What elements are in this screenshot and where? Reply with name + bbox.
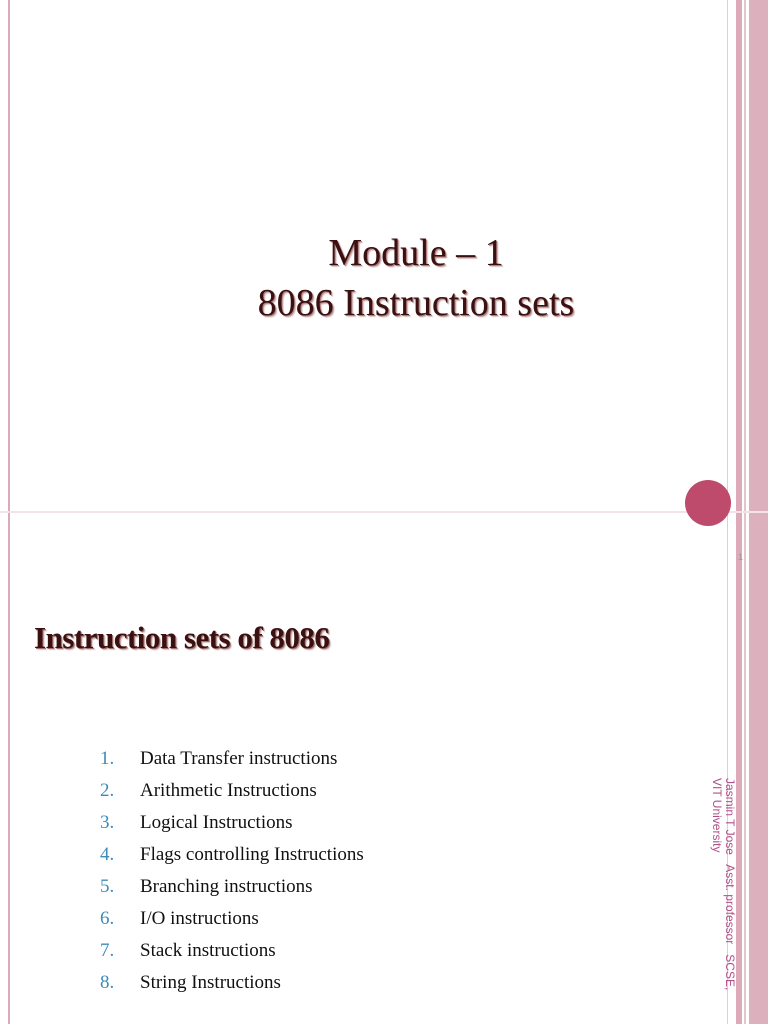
footer-line-1: Jasmin T Jose Asst. professor SCSE,	[723, 778, 737, 991]
list-label: Arithmetic Instructions	[140, 780, 317, 801]
decor-stripe	[749, 512, 768, 1024]
decor-circle	[685, 480, 731, 526]
decor-stripe	[749, 0, 768, 512]
list-item	[100, 775, 364, 807]
footer-line-2: VIT University	[710, 778, 724, 853]
list-number: 8.	[100, 972, 115, 993]
list-number: 5.	[100, 876, 115, 897]
slide-title	[150, 228, 682, 328]
list-number: 1.	[100, 748, 115, 769]
list-label: Flags controlling Instructions	[140, 844, 364, 865]
list-label: Data Transfer instructions	[140, 748, 338, 769]
list-item	[100, 871, 364, 903]
decor-stripe	[744, 512, 746, 1024]
list-item	[100, 935, 364, 967]
list-label: I/O instructions	[140, 908, 259, 929]
title-line-1: Module – 1	[328, 232, 504, 274]
list-item	[100, 967, 364, 999]
left-border	[8, 512, 10, 1024]
list-item	[100, 743, 364, 775]
page-number: 1	[738, 552, 744, 562]
footer-author	[706, 778, 736, 1018]
list-label: String Instructions	[140, 972, 281, 993]
list-item	[100, 807, 364, 839]
list-number: 7.	[100, 940, 115, 961]
decor-stripe	[727, 0, 728, 512]
list-label: Logical Instructions	[140, 812, 293, 833]
decor-stripe	[744, 0, 746, 512]
list-label: Branching instructions	[140, 876, 313, 897]
title-line-2: 8086 Instruction sets	[257, 282, 575, 324]
list-label: Stack instructions	[140, 940, 276, 961]
list-number: 3.	[100, 812, 115, 833]
list-number: 2.	[100, 780, 115, 801]
slide-divider	[0, 511, 768, 513]
section-heading: Instruction sets of 8086	[34, 620, 330, 655]
left-border	[8, 0, 10, 512]
list-item	[100, 839, 364, 871]
decor-stripe	[736, 0, 742, 512]
instruction-list	[100, 743, 364, 999]
list-item	[100, 903, 364, 935]
list-number: 4.	[100, 844, 115, 865]
list-number: 6.	[100, 908, 115, 929]
